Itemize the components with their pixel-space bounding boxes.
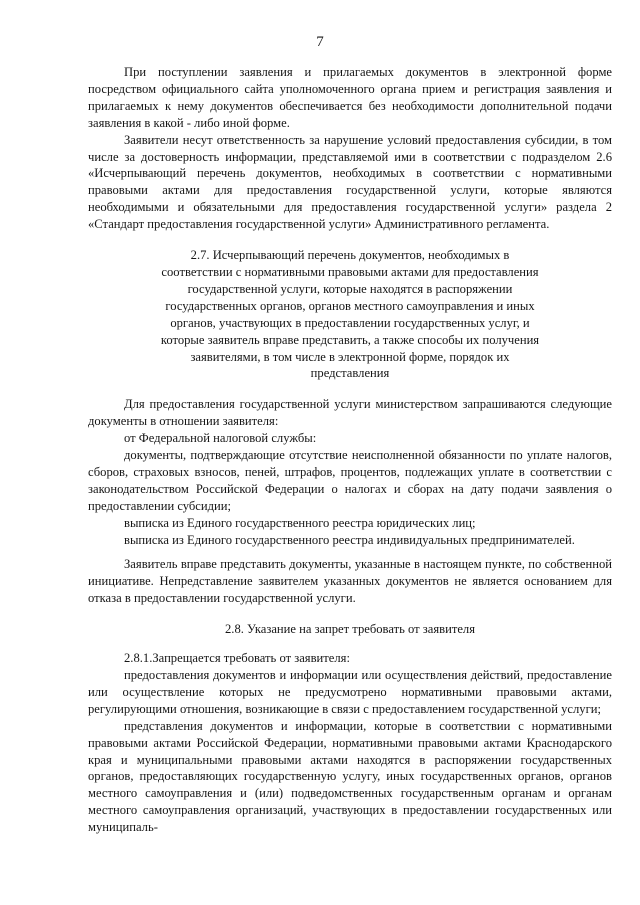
paragraph: предоставления документов и информации или осуществления действий, предоставление или осуществление которых не предусмотрено нормативными правовыми актами, регулирующими отношения, возникающие в связи с предоставлением государственной услуги; (88, 668, 612, 716)
paragraph: 2.8.1.Запрещается требовать от заявителя: (124, 651, 350, 666)
paragraph: выписка из Единого государственного реестра юридических лиц; (124, 515, 476, 530)
paragraph: Заявители несут ответственность за нарушение условий предоставления субсидии, в том числе за достоверность информации, представляемой ими в соответствии с подразделом 2.6 «Исчерпывающий перечень документов, необходимых в соответствии с нормативными правовыми актами для предоставления государственной услуги, которые являются необходимыми и обязательными для предоставления государственной услуги» раздела 2 «Стандарт предоставления государственной услуги» Административного регламента. (88, 132, 612, 232)
section-heading-2-8: 2.8. Указание на запрет требовать от заявителя (225, 622, 475, 637)
paragraph: от Федеральной налоговой службы: (124, 431, 317, 446)
section-heading-2-7: 2.7. Исчерпывающий перечень документов, необходимых в соответствии с нормативными правовыми актами для предоставления государственной услуги, которые находятся в распоряжении государственных органов, органов местного самоуправления и иных органов, участвующих в предоставлении государственных услуг, и которые заявитель вправе представить, а также способы их получения заявителями, в том числе в электронной форме, порядок их представления (160, 248, 540, 381)
paragraph: Заявитель вправе представить документы, указанные в настоящем пункте, по собственной инициативе. Непредставление заявителем указанных документов не является основанием для отказа в предоставлении государственной услуги. (88, 557, 612, 606)
paragraph: представления документов и информации, которые в соответствии с нормативными правовыми актами Российской Федерации, нормативными правовыми актами Краснодарского края и муниципальными правовыми актами находятся в распоряжении государственных органов, предоставляющих государственную услугу, иных государственных органов, органов местного самоуправления и (или) подведомственных государственным органам и органам местного самоуправления организаций, участвующих в предоставлении государственных или муниципаль- (88, 718, 612, 835)
paragraph: При поступлении заявления и прилагаемых документов в электронной форме посредством официального сайта уполномоченного органа прием и регистрация заявления и прилагаемых к нему документов обеспечивается без необходимости дополнительной подачи заявления в какой - либо иной форме. (88, 65, 612, 130)
page-number: 7 (316, 34, 324, 50)
paragraph: Для предоставления государственной услуги министерством запрашиваются следующие документы в отношении заявителя: (88, 397, 612, 429)
paragraph: выписка из Единого государственного реестра индивидуальных предпринимателей. (124, 532, 575, 547)
paragraph: документы, подтверждающие отсутствие неисполненной обязанности по уплате налогов, сборов, страховых взносов, пеней, штрафов, процентов, подлежащих уплате в соответствии с законодательством Российской Федерации о налогах и сборах на дату подачи заявления о предоставлении субсидии; (88, 448, 612, 513)
document-body (88, 64, 612, 836)
